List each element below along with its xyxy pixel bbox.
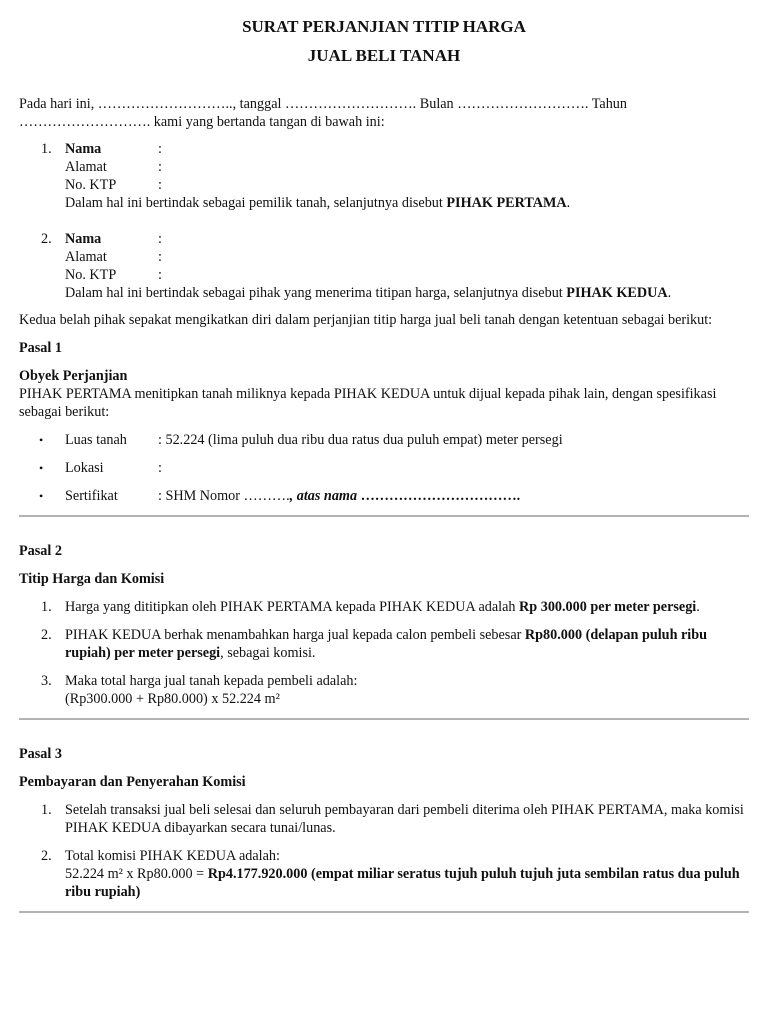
item-formula: (Rp300.000 + Rp80.000) x 52.224 m²	[65, 691, 280, 707]
party-name-label: Nama	[65, 141, 102, 157]
section-divider	[19, 515, 749, 517]
party-name-colon: :	[158, 141, 162, 157]
bullet-icon: •	[39, 433, 44, 447]
pasal-2-heading: Pasal 2	[19, 543, 62, 559]
spec-label: Lokasi	[65, 460, 104, 476]
intro-line-2: ………………………. kami yang bertanda tangan di bawah ini:	[19, 114, 385, 130]
bullet-icon: •	[39, 461, 44, 475]
party-address-colon: :	[158, 249, 162, 265]
spec-list	[19, 431, 749, 505]
item-number: 1.	[41, 802, 52, 818]
section-divider	[19, 718, 749, 720]
pasal-2-list	[19, 598, 749, 708]
agreement-paragraph: Kedua belah pihak sepakat mengikatkan diri dalam perjanjian titip harga jual beli tanah dengan ketentuan sebagai berikut:	[19, 312, 713, 328]
item-number: 3.	[41, 673, 52, 689]
party-ktp-colon: :	[158, 267, 162, 283]
spec-value: : 52.224 (lima puluh dua ribu dua ratus dua puluh empat) meter persegi	[158, 432, 563, 448]
party-first	[19, 140, 749, 212]
item-text: Total komisi PIHAK KEDUA adalah:	[65, 848, 280, 864]
item-bold-text: Rp80.000 (delapan puluh ribu rupiah) per meter persegi	[65, 627, 708, 661]
party-address-colon: :	[158, 159, 162, 175]
pasal-3-item	[19, 847, 749, 901]
item-text: Maka total harga jual tanah kepada pembeli adalah:	[65, 673, 358, 689]
pasal-2-item	[19, 672, 749, 708]
item-end-text: , sebagai komisi.	[220, 645, 316, 661]
pasal-1-subheading: Obyek Perjanjian	[19, 368, 128, 384]
item-formula: 52.224 m² x Rp80.000 =	[65, 866, 208, 882]
spec-item-location	[19, 459, 749, 477]
item-text: Harga yang dititipkan oleh PIHAK PERTAMA kepada PIHAK KEDUA adalah	[65, 599, 520, 615]
item-number: 2.	[41, 627, 52, 643]
pasal-1-heading: Pasal 1	[19, 340, 62, 356]
item-text: PIHAK KEDUA berhak menambahkan harga jual kepada calon pembeli sebesar	[65, 627, 525, 643]
intro-line-1: Pada hari ini, ……………………….., tanggal ………………………. Bulan ………………………. Tahun	[19, 96, 627, 112]
party-role-end: .	[667, 285, 672, 301]
pasal-1-body: PIHAK PERTAMA menitipkan tanah miliknya kepada PIHAK KEDUA untuk dijual kepada pihak lain, dengan spesifikasi sebagai berikut:	[19, 386, 717, 420]
party-role	[65, 284, 749, 302]
spec-label: Luas tanah	[65, 432, 127, 448]
pasal-3-heading: Pasal 3	[19, 746, 62, 762]
spec-value: :	[158, 460, 162, 476]
item-text: Setelah transaksi jual beli selesai dan seluruh pembayaran dari pembeli diterima oleh PIHAK PERTAMA, maka komisi PIHAK KEDUA dibayarkan secara tunai/lunas.	[65, 802, 744, 836]
pasal-2-item	[19, 626, 749, 662]
spec-value-prefix: : SHM Nomor ……….	[158, 488, 290, 504]
pasal-3-item	[19, 801, 749, 837]
party-name-label: Nama	[65, 231, 102, 247]
party-number: 1.	[41, 141, 52, 157]
section-divider	[19, 911, 749, 913]
spec-item-land-area	[19, 431, 749, 449]
party-role-text: Dalam hal ini bertindak sebagai pemilik tanah, selanjutnya disebut	[65, 195, 447, 211]
document-title: SURAT PERJANJIAN TITIP HARGA	[242, 17, 526, 36]
item-number: 1.	[41, 599, 52, 615]
party-ktp-colon: :	[158, 177, 162, 193]
party-role-name: PIHAK PERTAMA	[446, 195, 567, 211]
party-name-colon: :	[158, 231, 162, 247]
pasal-2-subheading: Titip Harga dan Komisi	[19, 571, 165, 587]
item-bold-text: Rp 300.000 per meter persegi	[519, 599, 697, 615]
party-number: 2.	[41, 231, 52, 247]
party-role-text: Dalam hal ini bertindak sebagai pihak yang menerima titipan harga, selanjutnya disebut	[65, 285, 567, 301]
pasal-3-subheading: Pembayaran dan Penyerahan Komisi	[19, 774, 246, 790]
spec-value-owner-label: , atas nama	[289, 488, 358, 504]
item-end-text: .	[696, 599, 700, 615]
spec-label: Sertifikat	[65, 488, 118, 504]
spec-value	[158, 487, 520, 505]
spec-value-owner-blank: …………………………….	[357, 488, 521, 504]
document-subtitle: JUAL BELI TANAH	[307, 46, 461, 65]
item-number: 2.	[41, 848, 52, 864]
intro-paragraph	[19, 95, 749, 131]
party-role-end: .	[566, 195, 571, 211]
pasal-3-list	[19, 801, 749, 901]
item-bold-text: Rp4.177.920.000 (empat miliar seratus tujuh puluh tujuh juta sembilan ratus dua puluh ribu rupiah)	[65, 866, 740, 900]
party-ktp-label: No. KTP	[65, 267, 117, 283]
party-second	[19, 230, 749, 302]
party-ktp-label: No. KTP	[65, 177, 117, 193]
party-address-label: Alamat	[65, 249, 107, 265]
party-role	[65, 194, 749, 212]
parties-list	[19, 140, 749, 302]
party-role-name: PIHAK KEDUA	[566, 285, 668, 301]
party-address-label: Alamat	[65, 159, 107, 175]
spec-item-certificate	[19, 487, 749, 505]
bullet-icon: •	[39, 489, 44, 503]
pasal-2-item	[19, 598, 749, 616]
